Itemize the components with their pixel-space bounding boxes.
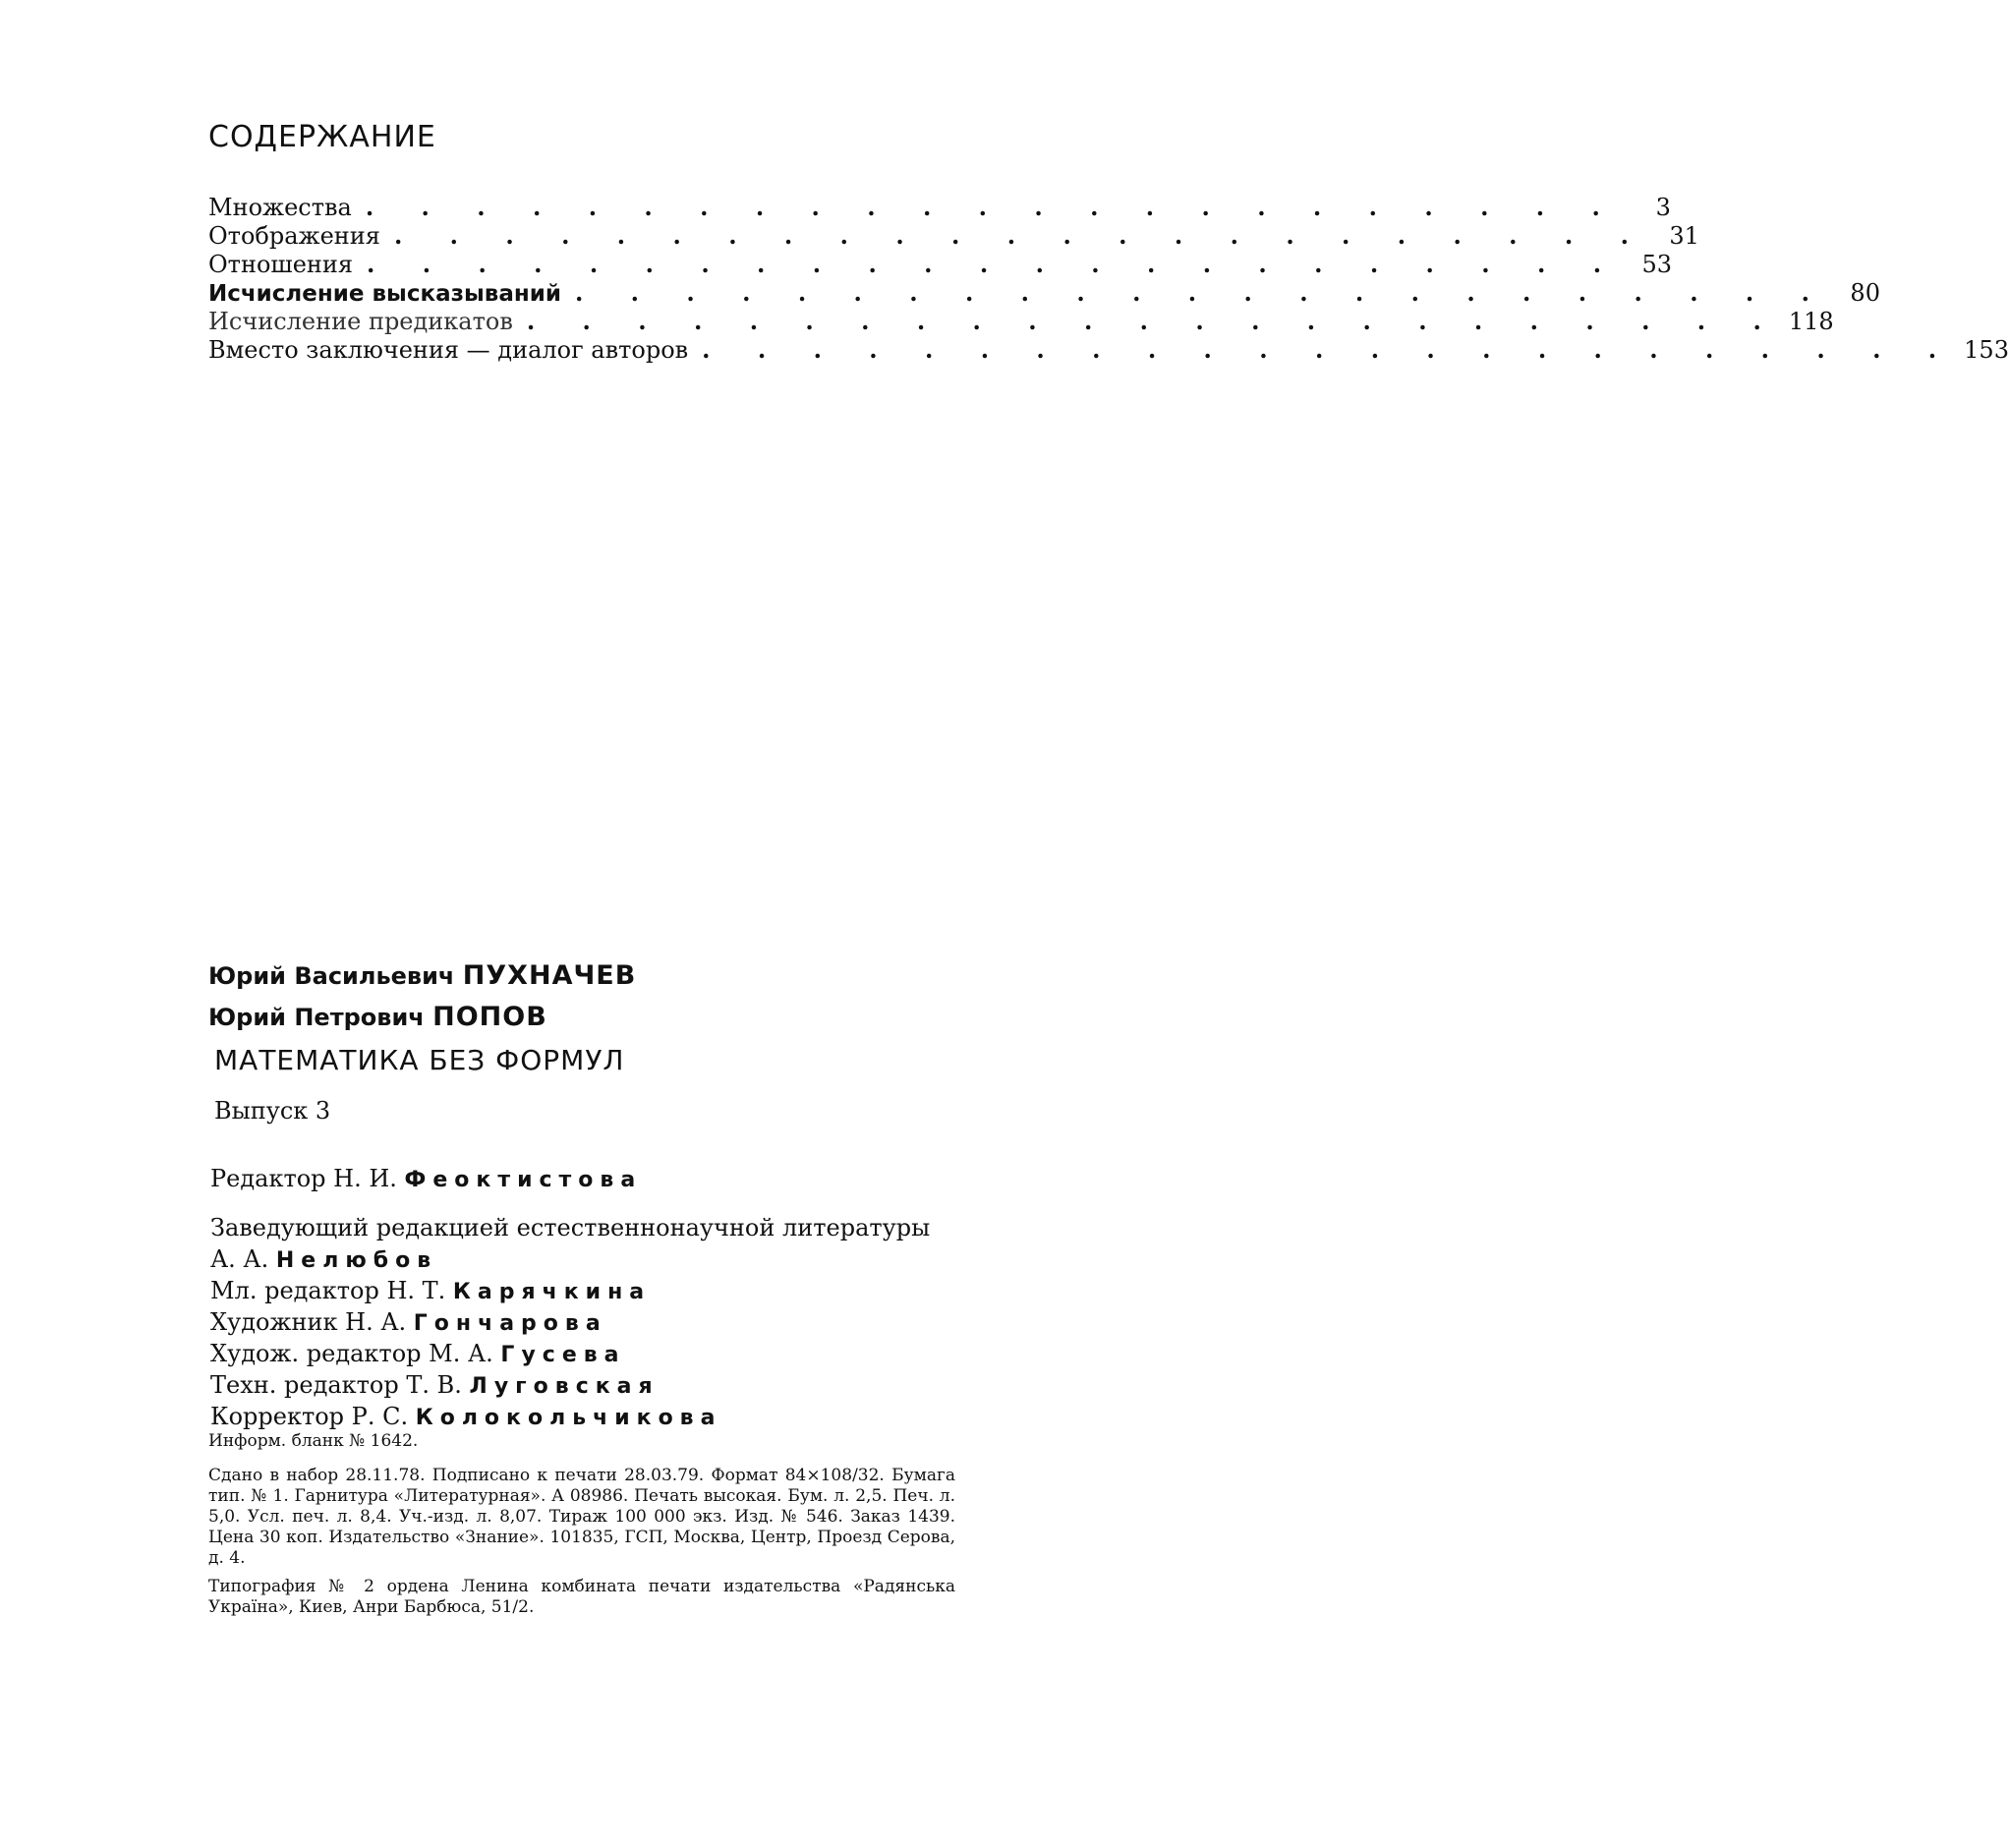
credit-name: Гончарова <box>413 1311 607 1336</box>
credit-name: Феоктистова <box>404 1168 643 1192</box>
toc-leader-dots: . . . . . . . . . . . . . . . . . . . . . . . <box>365 193 1620 221</box>
issue-number: Выпуск 3 <box>214 1097 331 1125</box>
imprint-printer: Типография № 2 ордена Ленина комбината печати издательства «Радянська Україна», Киев, Анри Барбюса, 51/2. <box>208 1577 955 1617</box>
toc-entry-title: Исчисление предикатов <box>208 308 513 335</box>
toc-entry-page: 53 <box>1641 251 1673 278</box>
credit-role: Корректор Р. С. <box>210 1403 409 1430</box>
credit-junior-editor <box>210 1276 977 1307</box>
credit-head-of-department <box>210 1213 977 1244</box>
toc-leader-dots: . . . . . . . . . . . . . . . . . . . . . . . <box>702 335 1957 364</box>
credit-proofreader <box>210 1402 977 1433</box>
toc-entry-page: 3 <box>1655 194 1671 221</box>
toc-entry-sets[interactable] <box>208 193 1671 221</box>
credit-name: Гусева <box>500 1343 626 1367</box>
toc-entry-title: Исчисление высказываний <box>208 281 561 307</box>
contents-heading: СОДЕРЖАНИЕ <box>208 120 436 154</box>
credit-name: Карячкина <box>452 1280 652 1304</box>
credit-role: Редактор Н. И. <box>210 1165 397 1192</box>
toc-leader-dots: . . . . . . . . . . . . . . . . . . . . . . . <box>367 250 1622 278</box>
credit-role: Мл. редактор Н. Т. <box>210 1277 446 1304</box>
credit-role: Худож. редактор М. А. <box>210 1340 493 1367</box>
toc-entry-page: 80 <box>1850 279 1880 307</box>
toc-entry-conclusion[interactable] <box>208 335 2009 364</box>
book-title: МАТЕМАТИКА БЕЗ ФОРМУЛ <box>214 1044 625 1076</box>
imprint-details: Сдано в набор 28.11.78. Подписано к печати 28.03.79. Формат 84×108/32. Бумага тип. № 1. Гарнитура «Литературная». А 08986. Печать высокая. Бум. л. 2,5. Печ. л. 5,0. Усл. печ. л. 8,4. Уч.-изд. л. 8,07. Тираж 100 000 экз. Изд. № 546. Заказ 1439. Цена 30 коп. Издательство «Знание». 101835, ГСП, Москва, Центр, Проезд Серова, д. 4. <box>208 1466 955 1568</box>
credit-head-name <box>210 1244 977 1276</box>
toc-entry-title: Множества <box>208 194 352 221</box>
credits-block <box>210 1164 977 1433</box>
credit-name: Колокольчикова <box>415 1406 722 1430</box>
credit-name: Луговская <box>469 1374 660 1399</box>
credit-artist <box>210 1307 977 1339</box>
credit-technical-editor <box>210 1370 977 1402</box>
credit-name: Нелюбов <box>275 1248 438 1273</box>
credit-role: Техн. редактор Т. В. <box>210 1371 462 1399</box>
credit-role: А. А. <box>210 1245 269 1273</box>
imprint-info-sheet: Информ. бланк № 1642. <box>208 1431 419 1451</box>
toc-entry-predicate-calculus[interactable] <box>208 307 1834 335</box>
credit-editor <box>210 1164 977 1195</box>
author-given-name: Юрий Петрович <box>208 1004 425 1031</box>
authors-block <box>208 955 636 1038</box>
toc-entry-page: 153 <box>1964 336 2009 364</box>
credit-art-editor <box>210 1339 977 1370</box>
toc-entry-title: Отображения <box>208 222 380 250</box>
toc-leader-dots: . . . . . . . . . . . . . . . . . . . . . . . <box>393 221 1648 250</box>
toc-leader-dots: . . . . . . . . . . . . . . . . . . . . . . . <box>526 307 1781 335</box>
toc-entry-page: 31 <box>1669 222 1699 250</box>
toc-leader-dots: . . . . . . . . . . . . . . . . . . . . . . . <box>574 278 1829 307</box>
author-surname: ПОПОВ <box>432 1002 547 1032</box>
toc-entry-title: Вместо заключения — диалог авторов <box>208 336 689 364</box>
toc-entry-propositional-calculus[interactable] <box>208 278 1880 307</box>
credit-role: Заведующий редакцией естественнонаучной литературы <box>210 1214 931 1242</box>
imprint-block <box>208 1431 955 1626</box>
toc-entry-mappings[interactable] <box>208 221 1699 250</box>
table-of-contents <box>208 193 2009 364</box>
toc-entry-title: Отношения <box>208 251 354 278</box>
credit-role: Художник Н. А. <box>210 1308 407 1336</box>
toc-entry-relations[interactable] <box>208 250 1673 278</box>
author-line <box>208 997 636 1038</box>
toc-entry-page: 118 <box>1788 308 1834 335</box>
author-surname: ПУХНАЧЕВ <box>462 960 637 991</box>
author-given-name: Юрий Васильевич <box>208 962 455 990</box>
author-line <box>208 955 636 997</box>
